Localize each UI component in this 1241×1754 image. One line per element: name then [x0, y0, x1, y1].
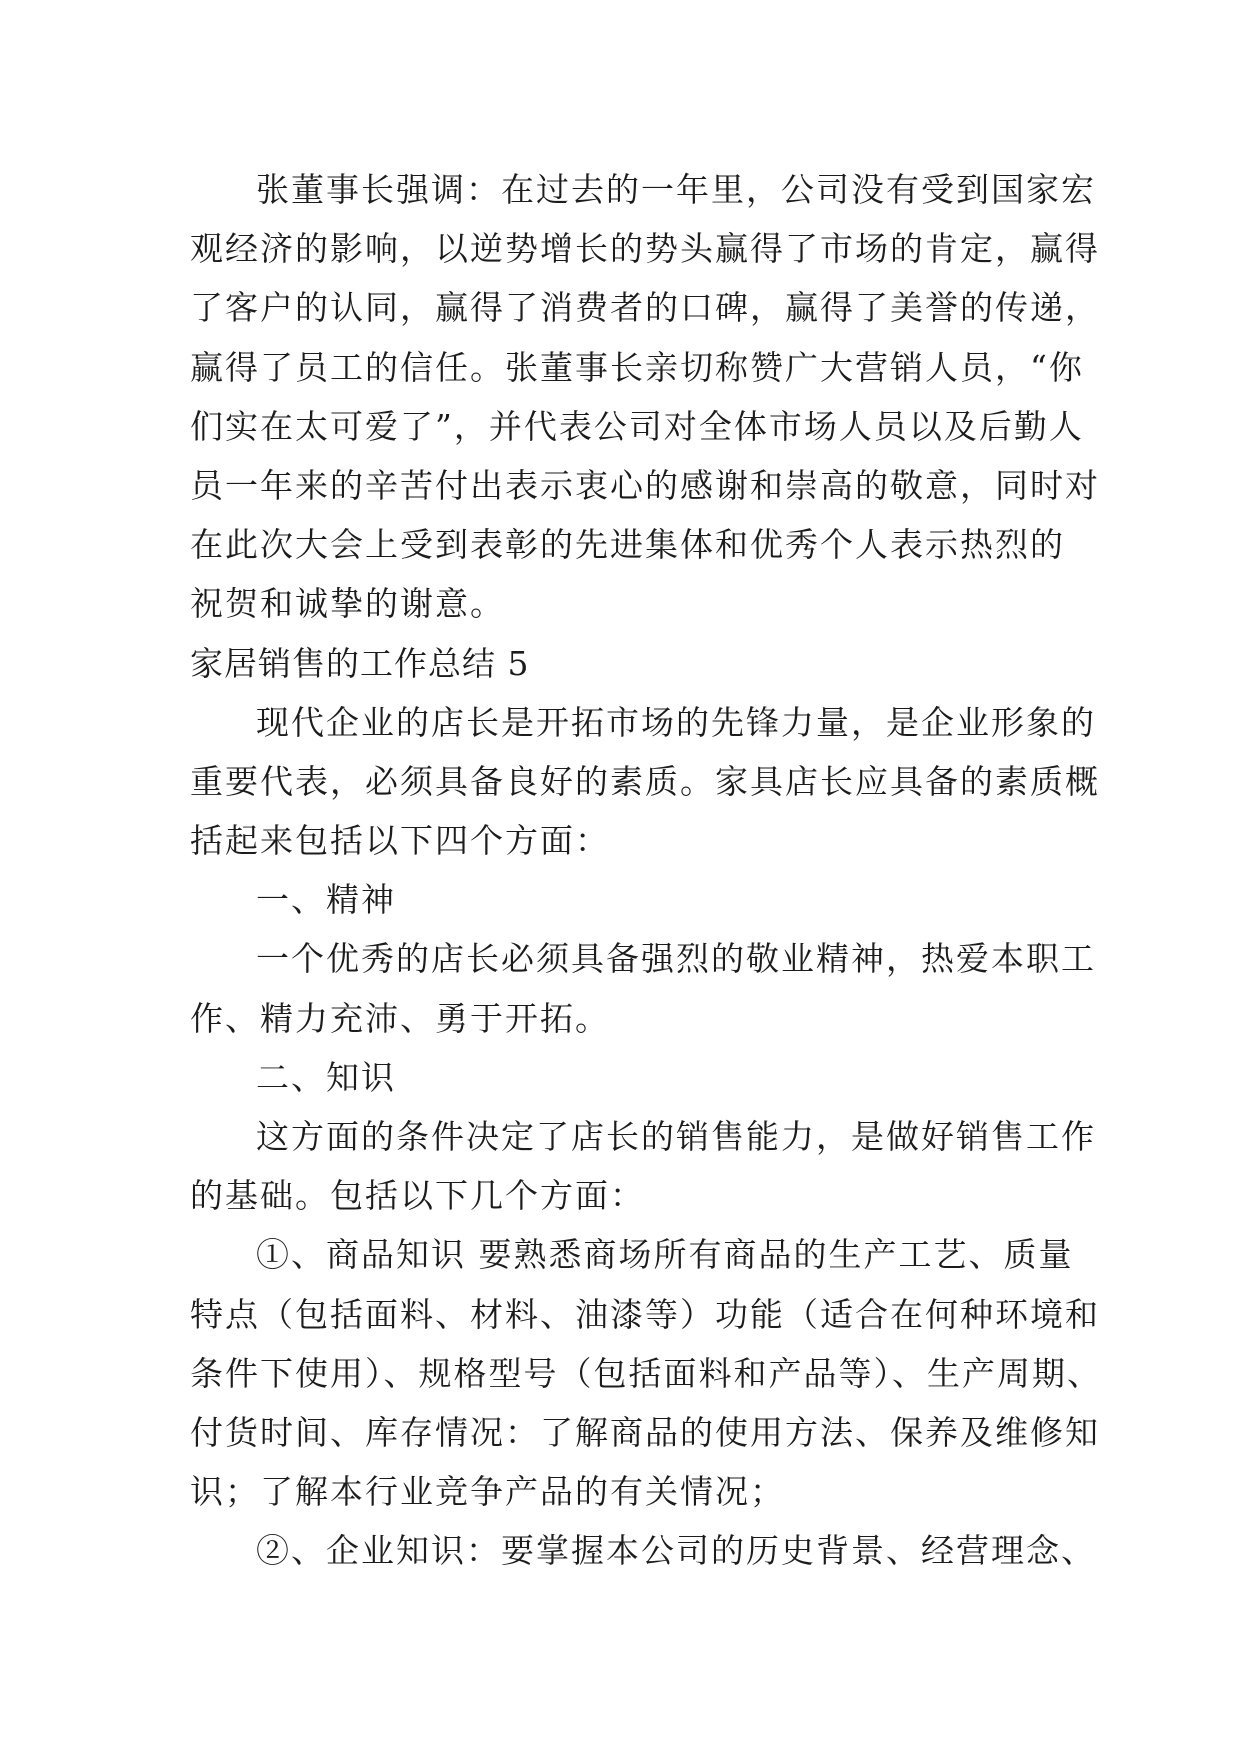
paragraph-line: 员一年来的辛苦付出表示衷心的感谢和崇高的敬意，同时对 [190, 465, 1100, 505]
list-item-line: 特点（包括面料、材料、油漆等）功能（适合在何种环境和 [190, 1294, 1100, 1334]
list-item-line: ①、商品知识 要熟悉商场所有商品的生产工艺、质量 [256, 1235, 1074, 1275]
list-item-line: 条件下使用）、规格型号（包括面料和产品等）、生产周期、 [190, 1353, 1102, 1393]
list-item-line: ②、企业知识：要掌握本公司的历史背景、经营理念、 [256, 1531, 1096, 1571]
paragraph-line: 一个优秀的店长必须具备强烈的敬业精神，热爱本职工 [256, 939, 1096, 979]
paragraph-line: 的基础。包括以下几个方面： [190, 1176, 645, 1216]
paragraph-line: 们实在太可爱了”，并代表公司对全体市场人员以及后勤人 [190, 406, 1084, 446]
paragraph-line: 了客户的认同，赢得了消费者的口碑，赢得了美誉的传递， [190, 288, 1100, 328]
subheading: 一、精神 [256, 880, 396, 920]
document-body [190, 160, 1102, 1581]
paragraph-line: 赢得了员工的信任。张董事长亲切称赞广大营销人员，“你 [190, 347, 1084, 387]
subheading: 二、知识 [256, 1057, 396, 1097]
paragraph-line: 这方面的条件决定了店长的销售能力，是做好销售工作 [256, 1117, 1096, 1156]
section-title: 家居销售的工作总结 5 [190, 643, 530, 683]
paragraph-line: 括起来包括以下四个方面： [190, 821, 610, 861]
list-item-line: 识；了解本行业竞争产品的有关情况； [190, 1472, 785, 1512]
paragraph-line: 在此次大会上受到表彰的先进集体和优秀个人表示热烈的 [190, 525, 1065, 565]
paragraph-line: 作、精力充沛、勇于开拓。 [190, 998, 610, 1038]
list-item-line: 付货时间、库存情况：了解商品的使用方法、保养及维修知 [190, 1412, 1100, 1452]
paragraph-line: 祝贺和诚挚的谢意。 [190, 584, 505, 624]
paragraph-line: 重要代表，必须具备良好的素质。家具店长应具备的素质概 [190, 761, 1100, 801]
paragraph-line: 现代企业的店长是开拓市场的先锋力量，是企业形象的 [256, 702, 1096, 742]
paragraph-line: 观经济的影响，以逆势增长的势头赢得了市场的肯定，赢得 [190, 229, 1100, 269]
paragraph-line: 张董事长强调：在过去的一年里，公司没有受到国家宏 [256, 170, 1096, 209]
